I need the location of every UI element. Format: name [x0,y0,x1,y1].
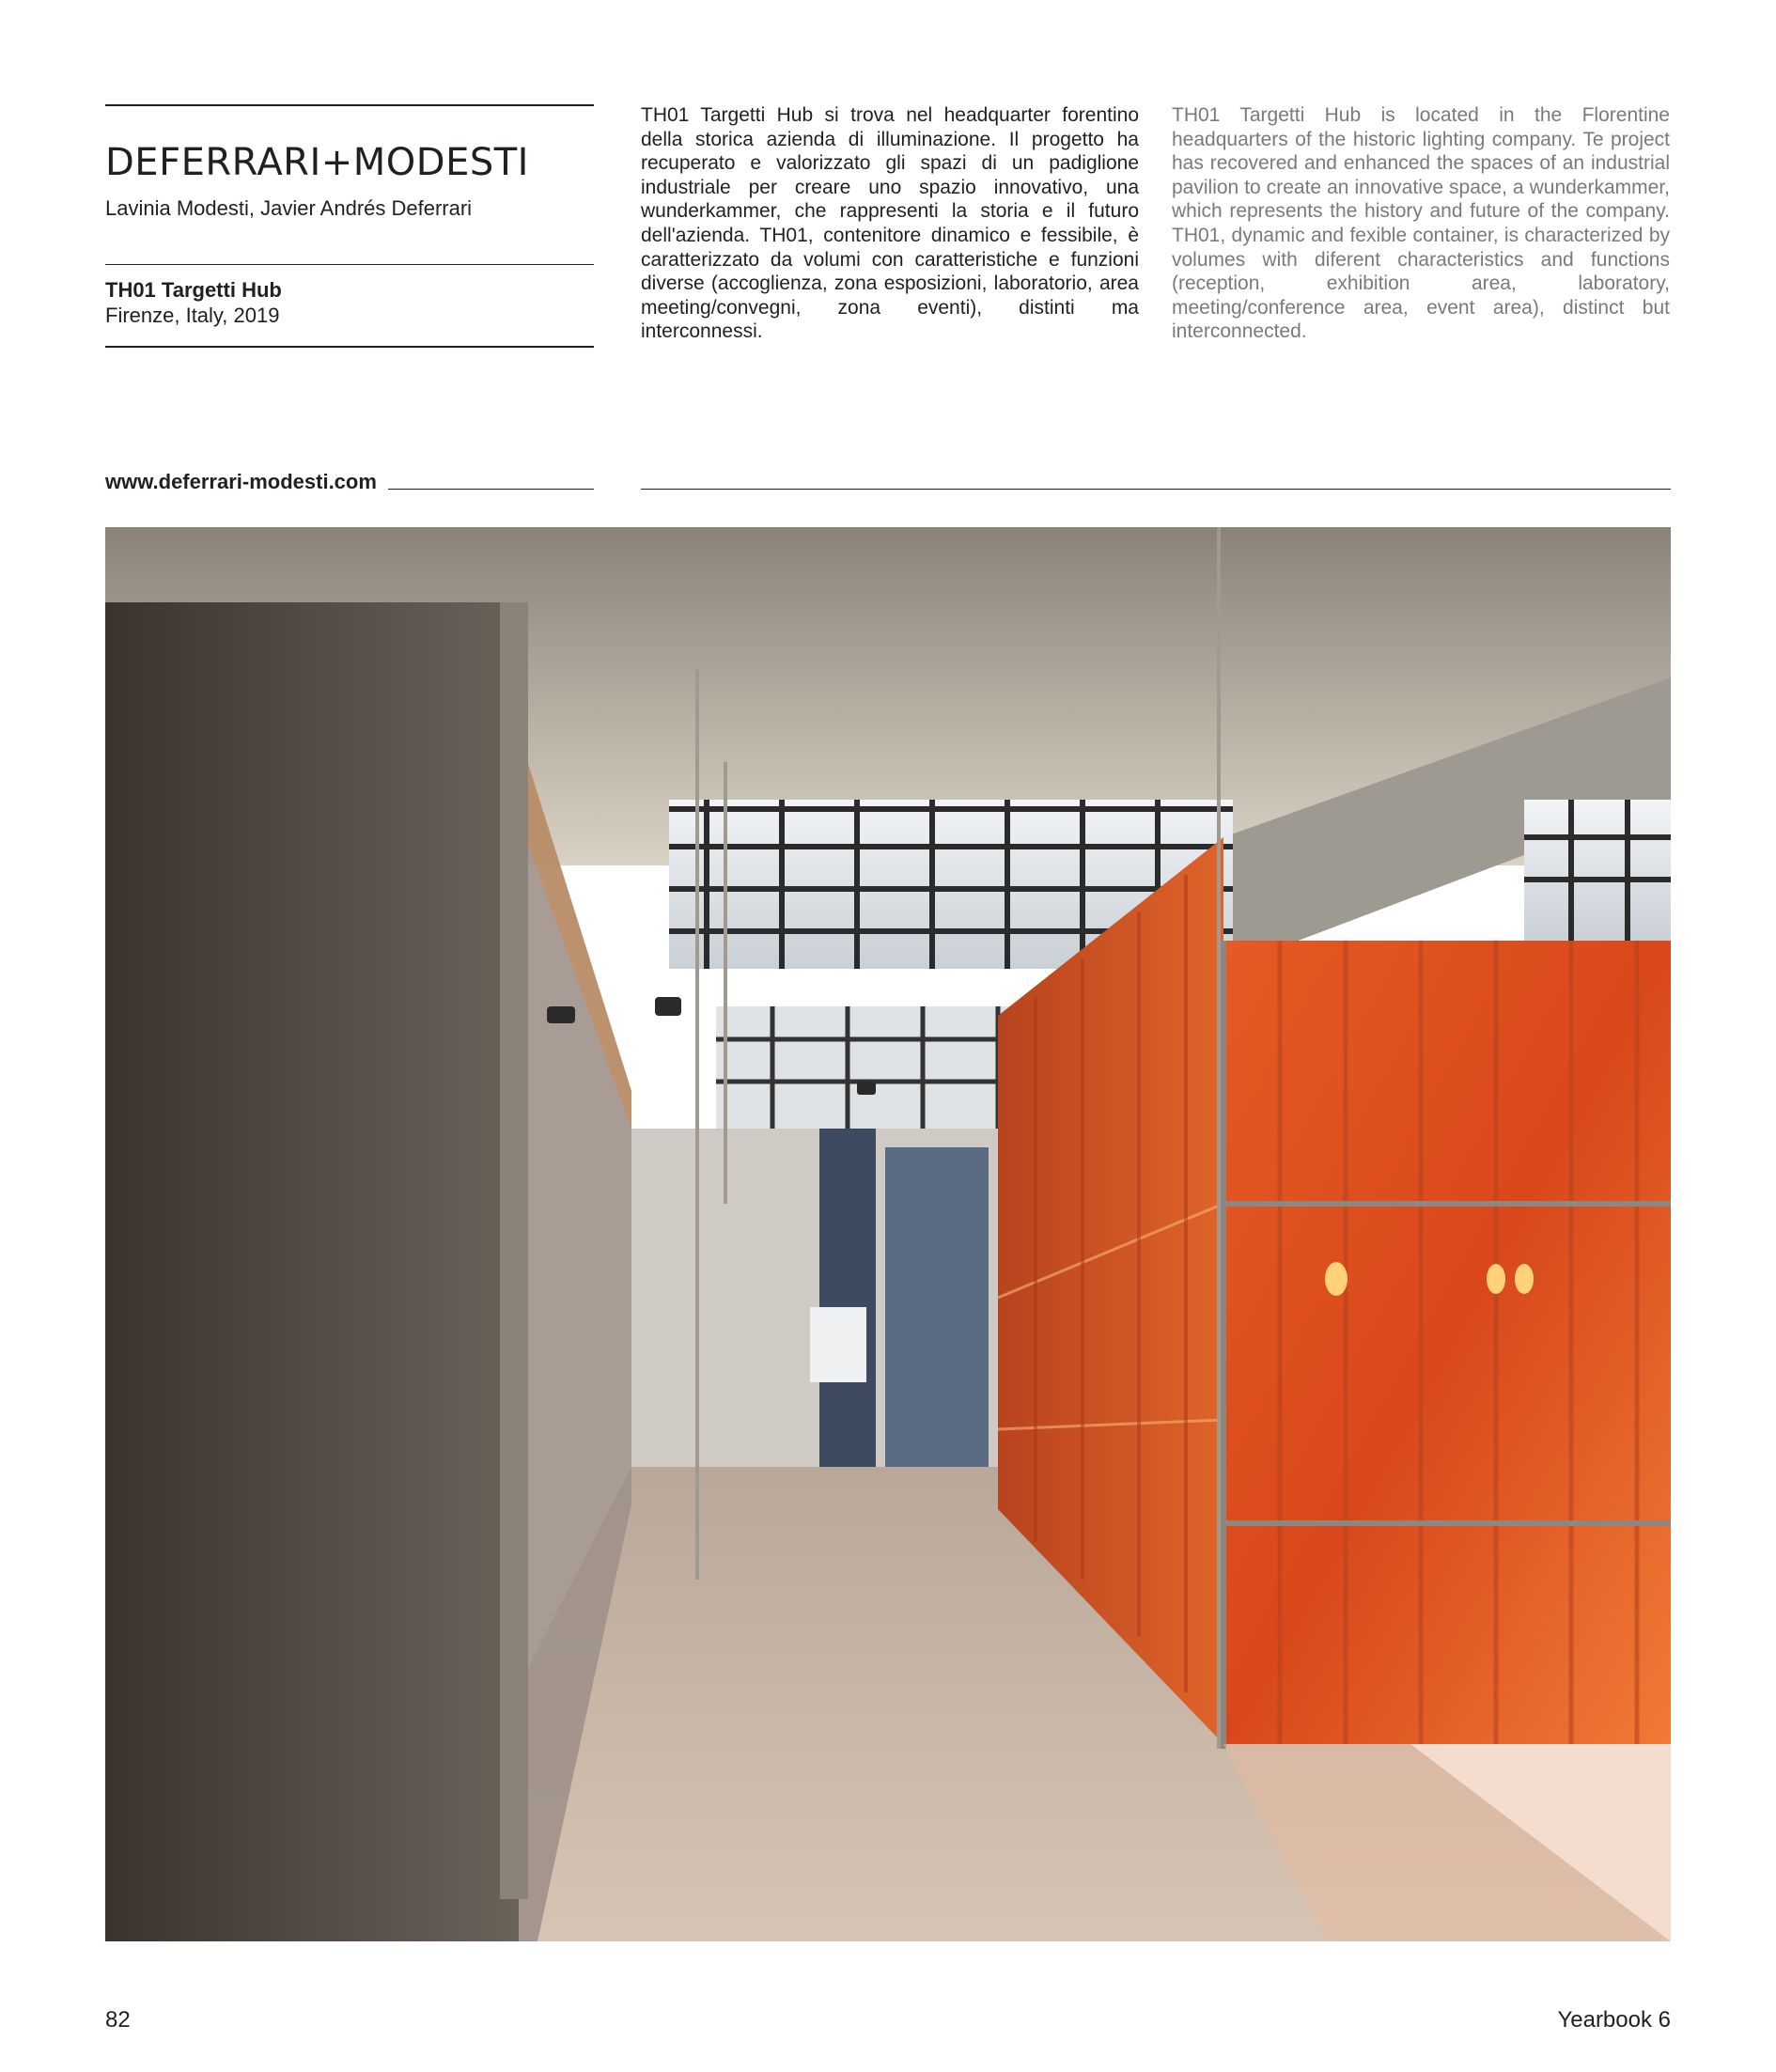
project-name: TH01 Targetti Hub [105,278,282,302]
project-photo [105,527,1671,1941]
publication-name: Yearbook 6 [1557,2007,1671,2033]
studio-members: Lavinia Modesti, Javier Andrés Deferrari [105,196,473,220]
top-rule-left [105,104,594,106]
divider-rule-left [105,264,594,265]
website-rule-right [641,489,1671,490]
english-description: TH01 Targetti Hub is located in the Florentine headquarters of the historic lighting company. Te project has recovered and enhanced the spaces of an industrial pavilion to create an innovative space, a wunderkammer, which represents the history and future of the company. TH01, dynamic and fexible container, is characterized by volumes with diferent characteristics and functions (reception, exhibition area, laboratory, meeting/conference area, event area), distinct but interconnected. [1172,104,1670,343]
studio-title: DEFERRARI+MODESTI [105,141,529,184]
page-number: 82 [105,2007,131,2033]
project-location: Firenze, Italy, 2019 [105,304,280,327]
italian-description: TH01 Targetti Hub si trova nel headquarter forentino della storica azienda di illuminazione. Il progetto ha recuperato e valorizzato gli spazi di un padiglione industriale per creare uno spazio innovativo, una wunderkammer, che rappresenti la storia e il futuro dell'azienda. TH01, contenitore dinamico e fessibile, è caratterizzato da volumi con caratteristiche e funzioni diverse (accoglienza, zona esposizioni, laboratorio, area meeting/convegni, zona eventi), distinti ma interconnessi. [641,104,1139,343]
bottom-rule-left [105,346,594,348]
website-link[interactable]: www.deferrari-modesti.com [105,470,388,494]
